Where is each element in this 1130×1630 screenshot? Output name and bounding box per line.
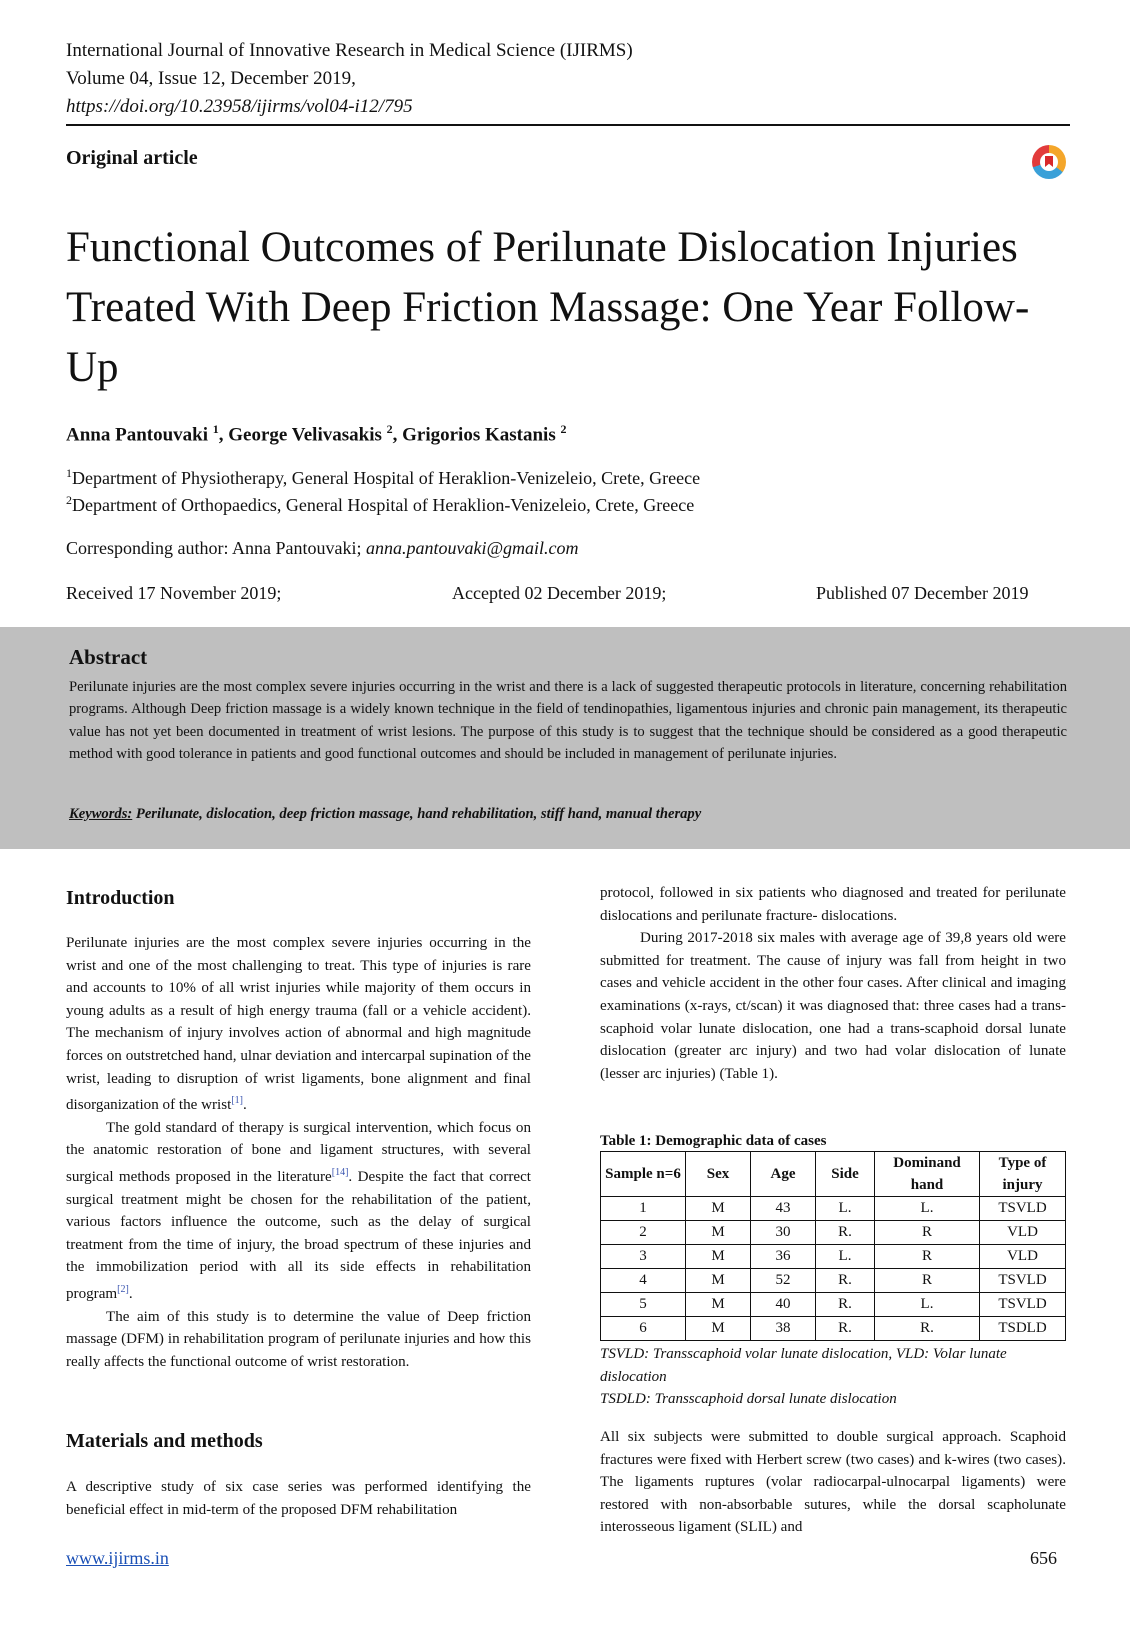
paragraph: protocol, followed in six patients who diagnosed and treated for perilunate dislocations and perilunate fracture- dislocations. [600, 885, 1066, 924]
paragraph-text: . Despite the fact that correct surgical treatment might be chosen for the rehabilitation of the patient, various factors influence the outcome, such as the delay of surgical treatment from the time of injury, the broad spectrum of these injuries and the immobilization period with all its side effects in rehabilitation program [66, 1169, 531, 1302]
paragraph [66, 1117, 531, 1306]
column-header: Sample n=6 [601, 1152, 686, 1197]
table-cell: R [875, 1245, 980, 1269]
table-cell: 2 [601, 1221, 686, 1245]
keywords [69, 806, 701, 823]
column-header: Sex [686, 1152, 751, 1197]
section-heading-methods: Materials and methods [66, 1430, 263, 1452]
right-column-text [600, 882, 1066, 1085]
table-cell: R. [816, 1293, 875, 1317]
column-header: Side [816, 1152, 875, 1197]
column-header: Dominand hand [875, 1152, 980, 1197]
abstract-heading: Abstract [69, 645, 148, 669]
paragraph-text: . [128, 1286, 133, 1302]
article-title: Functional Outcomes of Perilunate Dislocation Injuries Treated With Deep Friction Massage: One Year Follow-Up [66, 224, 1030, 391]
paragraph: A descriptive study of six case series was performed identifying the beneficial effect in mid-term of the proposed DFM rehabilitation [66, 1479, 531, 1518]
paragraph-text: The gold standard of therapy is surgical intervention, which focus on the anatomic restoration of bone and ligament structures, with several surgical methods proposed in the literature [66, 1119, 531, 1185]
abstract-text: Perilunate injuries are the most complex severe injuries occurring in the wrist and there is a lack of suggested therapeutic protocols in literature, concerning rehabilitation programs. Although Deep friction massage is a widely known technique in the field of tendinopathies, ligamentous injuries and chronic pain management, its therapeutic value has not yet been documented in treatment of wrist lesions. The purpose of this study is to suggest that the technique should be considered as a good therapeutic method with good tolerance in patients and good functional outcomes and should be included in management of perilunate injuries. [69, 679, 1067, 763]
table-cell: 3 [601, 1245, 686, 1269]
table-cell: TSDLD [980, 1317, 1066, 1341]
right-column-text-continued [600, 1426, 1066, 1539]
table-cell: TSVLD [980, 1197, 1066, 1221]
demographic-table [600, 1151, 1066, 1341]
table-cell: L. [816, 1197, 875, 1221]
table-cell: L. [875, 1197, 980, 1221]
table-row [601, 1317, 1066, 1341]
author-name: , George Velivasakis [218, 424, 382, 446]
accepted-date: Accepted 02 December 2019; [452, 583, 667, 603]
table-row [601, 1245, 1066, 1269]
table-row [601, 1293, 1066, 1317]
table-cell: M [686, 1293, 751, 1317]
paragraph: All six subjects were submitted to double surgical approach. Scaphoid fractures were fixed with Herbert screw (two cases) and k-wires (two cases). The ligaments ruptures (volar radiocarpal-ulnocarpal ligaments) were restored with non-absorbable sutures, while the dorsal scapholunate interosseous ligament (SLIL) and [600, 1429, 1066, 1536]
table-cell: TSVLD [980, 1269, 1066, 1293]
journal-name: International Journal of Innovative Research in Medical Science (IJIRMS) [66, 40, 633, 61]
section-heading-introduction: Introduction [66, 887, 175, 909]
table-row [601, 1197, 1066, 1221]
header-rule [66, 124, 1070, 126]
table-cell: M [686, 1269, 751, 1293]
table-row [601, 1269, 1066, 1293]
citation-link[interactable]: [14] [331, 1166, 349, 1178]
table-cell: 30 [751, 1221, 816, 1245]
table-note: TSDLD: Transscaphoid dorsal lunate dislocation [600, 1391, 897, 1408]
table-cell: 43 [751, 1197, 816, 1221]
affiliation-marker: 2 [560, 422, 567, 436]
column-header: Type of injury [980, 1152, 1066, 1197]
table-cell: TSVLD [980, 1293, 1066, 1317]
table-note: TSVLD: Transscaphoid volar lunate dislocation, VLD: Volar lunate dislocation [600, 1346, 1007, 1385]
table-header-row [601, 1152, 1066, 1197]
table-cell: R. [816, 1269, 875, 1293]
table-cell: M [686, 1197, 751, 1221]
table-cell: 6 [601, 1317, 686, 1341]
author-name: , Grigorios Kastanis [392, 424, 556, 446]
table-caption: Table 1: Demographic data of cases [600, 1133, 827, 1149]
paragraph: The aim of this study is to determine the value of Deep friction massage (DFM) in rehabilitation program of perilunate injuries and how this really affects the functional outcome of wrist restoration. [66, 1308, 531, 1370]
table-cell: 36 [751, 1245, 816, 1269]
introduction-body [66, 932, 531, 1373]
table-cell: R [875, 1269, 980, 1293]
paragraph-text: . [242, 1097, 247, 1114]
affiliation-text: Department of Orthopaedics, General Hospital of Heraklion-Venizeleio, Crete, Greece [72, 495, 695, 515]
table-row [601, 1221, 1066, 1245]
table-cell: 40 [751, 1293, 816, 1317]
affiliation-marker: 1 [212, 422, 219, 436]
article-type: Original article [66, 147, 198, 169]
paragraph: During 2017-2018 six males with average age of 39,8 years old were submitted for treatment. The cause of injury was fall from height in two cases and vehicle accident in the other four cases. After clinical and imaging examinations (x-rays, ct/scan) it was diagnosed that: three cases had a trans-scaphoid volar lunate dislocation, one had a trans-scaphoid dorsal lunate dislocation (greater arc injury) and two had volar dislocation of lunate (lesser arc injuries) (Table 1). [600, 930, 1066, 1082]
page-number: 656 [1030, 1548, 1057, 1568]
citation-link[interactable]: [1] [231, 1095, 243, 1107]
corresponding-label: Corresponding author: Anna Pantouvaki; [66, 538, 366, 558]
email-link[interactable]: anna.pantouvaki@gmail.com [365, 538, 579, 558]
paragraph-text: Perilunate injuries are the most complex severe injuries occurring in the wrist and one of the most challenging to treat. This type of injuries is rare and accounts to 10% of all wrist injuries while majority of them occurs in young adults as a result of high energy trauma (fall or a vehicle accident). The mechanism of injury involves action of abnormal and high magnitude forces on outstretched hand, ulnar deviation and intercarpal supination of the wrist, leading to disruption of wrist ligaments, bone alignment and final disorganization of the wrist [66, 935, 531, 1114]
table-cell: VLD [980, 1221, 1066, 1245]
table-cell: 4 [601, 1269, 686, 1293]
affiliation-marker: 2 [386, 422, 393, 436]
crossmark-icon[interactable] [1032, 145, 1066, 179]
table-footnote [600, 1343, 1070, 1411]
paragraph [66, 932, 531, 1117]
table-cell: 52 [751, 1269, 816, 1293]
doi-link[interactable]: https://doi.org/10.23958/ijirms/vol04-i12/795 [66, 96, 413, 117]
citation-link[interactable]: [2] [117, 1283, 129, 1295]
keywords-list: Perilunate, dislocation, deep friction massage, hand rehabilitation, stiff hand, manual therapy [132, 806, 702, 822]
table-cell: M [686, 1317, 751, 1341]
table-cell: 5 [601, 1293, 686, 1317]
table-cell: VLD [980, 1245, 1066, 1269]
table-cell: R [875, 1221, 980, 1245]
bookmark-icon [1045, 156, 1053, 167]
received-date: Received 17 November 2019; [66, 583, 282, 603]
affiliation [66, 466, 700, 489]
table-cell: R. [816, 1221, 875, 1245]
affiliation [66, 493, 694, 516]
table-cell: L. [875, 1293, 980, 1317]
affiliation-marker: 2 [66, 493, 72, 507]
journal-volume: Volume 04, Issue 12, December 2019, [66, 68, 356, 89]
column-header: Age [751, 1152, 816, 1197]
table-cell: M [686, 1245, 751, 1269]
affiliation-text: Department of Physiotherapy, General Hospital of Heraklion-Venizeleio, Crete, Greece [72, 468, 701, 488]
author-list [66, 422, 566, 446]
table-cell: 1 [601, 1197, 686, 1221]
table-cell: L. [816, 1245, 875, 1269]
corresponding-author [66, 538, 579, 559]
keywords-label: Keywords: [69, 806, 133, 822]
table-cell: M [686, 1221, 751, 1245]
methods-body [66, 1476, 531, 1521]
table-cell: R. [875, 1317, 980, 1341]
table-cell: R. [816, 1317, 875, 1341]
journal-website-link[interactable]: www.ijirms.in [66, 1548, 169, 1568]
affiliation-marker: 1 [66, 466, 72, 480]
author-name: Anna Pantouvaki [66, 424, 209, 446]
published-date: Published 07 December 2019 [816, 583, 1029, 603]
table-cell: 38 [751, 1317, 816, 1341]
